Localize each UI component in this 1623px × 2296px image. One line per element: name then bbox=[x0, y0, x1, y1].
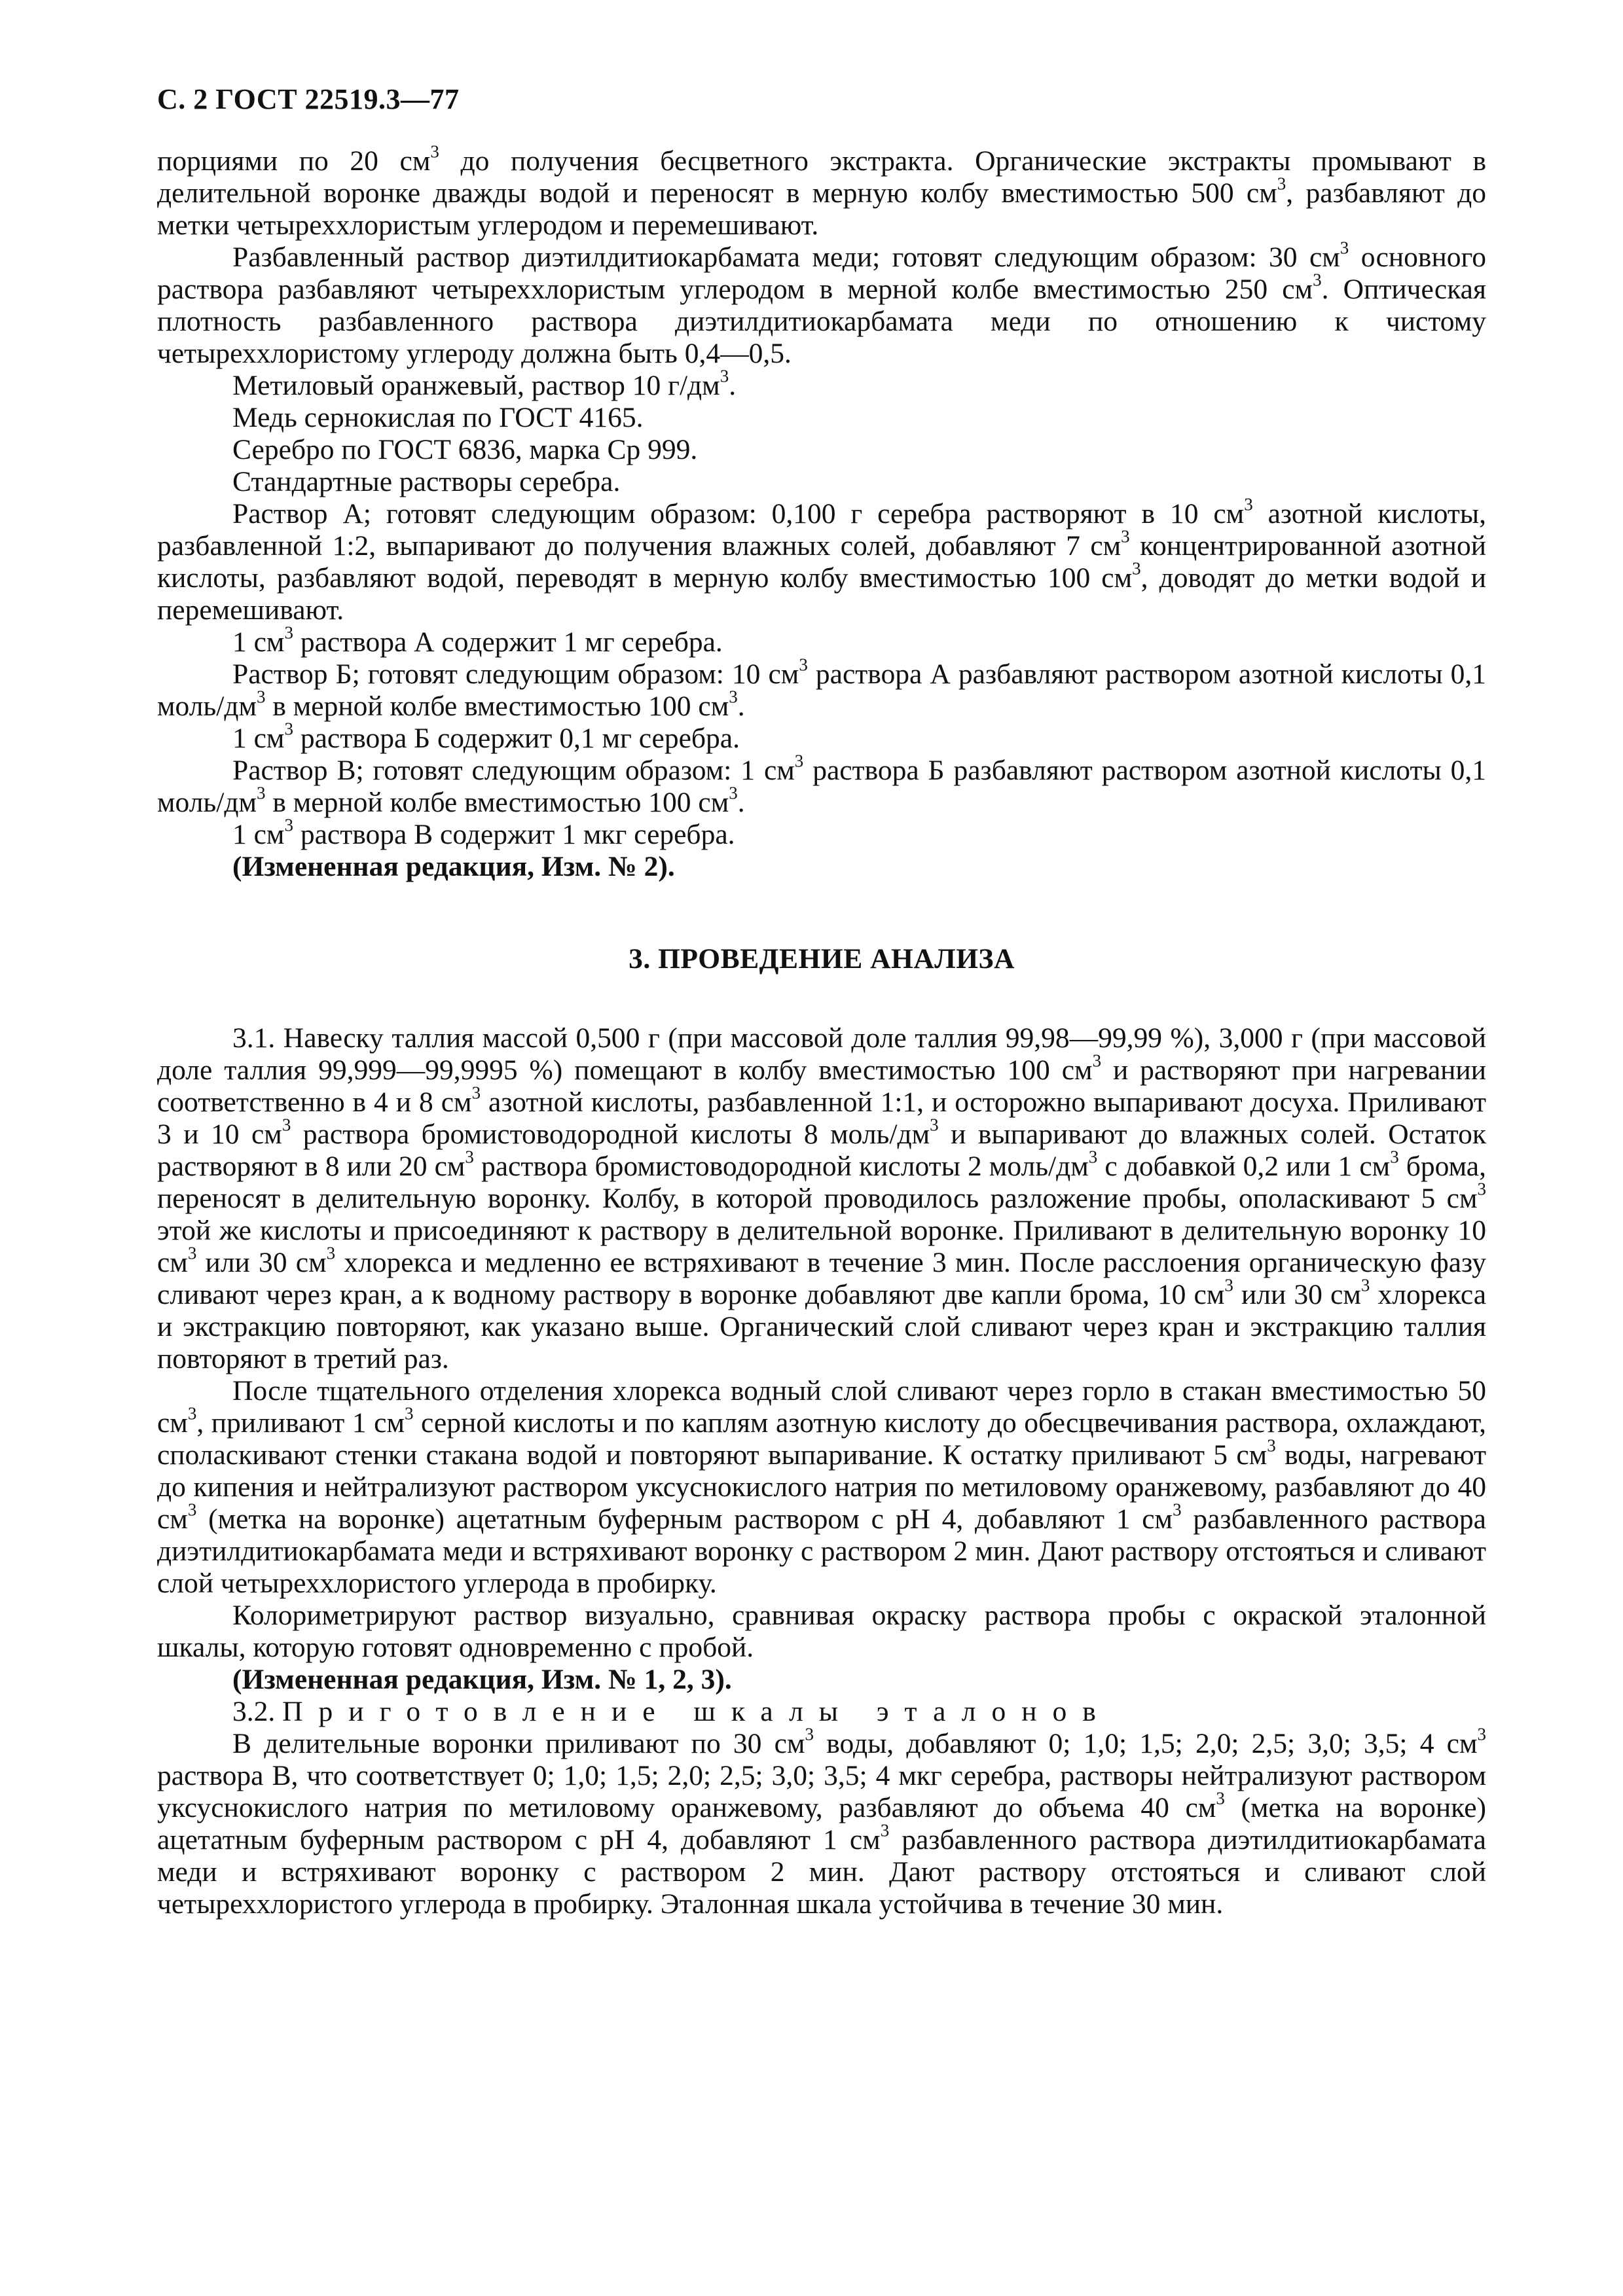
paragraph-p1 bbox=[157, 141, 1487, 242]
superscript: 3 bbox=[1092, 1050, 1102, 1071]
text-run: Раствор Б; готовят следующим образом: 10 см bbox=[232, 658, 799, 690]
text-run: 1 см bbox=[232, 723, 285, 754]
superscript: 3 bbox=[1477, 1179, 1486, 1199]
superscript: 3 bbox=[729, 687, 738, 707]
superscript: 3 bbox=[284, 815, 293, 835]
superscript: 3 bbox=[187, 1499, 197, 1520]
superscript: 3 bbox=[430, 141, 439, 162]
materials-section bbox=[157, 141, 1487, 883]
text-run: 3.2. bbox=[232, 1696, 283, 1727]
text-run: раствора А содержит 1 мг серебра. bbox=[293, 626, 723, 658]
text-run: , доводят до метки водой и перемешивают. bbox=[157, 562, 1486, 626]
superscript: 3 bbox=[729, 783, 738, 803]
section-title: 3. ПРОВЕДЕНИЕ АНАЛИЗА bbox=[629, 943, 1015, 975]
superscript: 3 bbox=[1313, 270, 1322, 290]
text-run: с добавкой 0,2 или 1 см bbox=[1097, 1151, 1391, 1182]
superscript: 3 bbox=[1088, 1147, 1098, 1167]
text-run: азотной кислоты, разбавленной 1:1, и осторожно выпаривают досуха. Приливают 3 и 10 см bbox=[157, 1086, 1486, 1150]
text-run: раствора В содержит 1 мкг серебра. bbox=[293, 819, 735, 850]
text-run: раствора А разбавляют раствором азотной кислоты 0,1 моль/дм bbox=[157, 658, 1486, 722]
text-run: 1 см bbox=[232, 819, 285, 850]
text-run: воды, добавляют 0; 1,0; 1,5; 2,0; 2,5; 3,0; 3,5; 4 см bbox=[813, 1728, 1478, 1759]
paragraph-p14 bbox=[157, 1022, 1486, 1375]
superscript: 3 bbox=[187, 1243, 197, 1263]
superscript: 3 bbox=[1132, 558, 1141, 579]
superscript: 3 bbox=[282, 1115, 291, 1135]
text-run: (Измененная редакция, Изм. № 2). bbox=[232, 851, 675, 882]
text-run: концентрированной азотной кислоты, разбавляют водой, переводят в мерную колбу вместимостью 100 см bbox=[157, 530, 1486, 594]
superscript: 3 bbox=[1173, 1499, 1182, 1520]
paragraph-p7 bbox=[157, 494, 1486, 626]
paragraph-p6 bbox=[157, 466, 1486, 498]
text-run: и выпаривают до влажных солей. Остаток растворяют в 8 или 20 см bbox=[157, 1119, 1486, 1182]
text-run: основного раствора разбавляют четыреххлористым углеродом в мерной колбе вместимостью 250 см bbox=[157, 242, 1486, 305]
superscript: 3 bbox=[1216, 1788, 1225, 1808]
text-run: раствора В, что соответствует 0; 1,0; 1,5; 2,0; 2,5; 3,0; 3,5; 4 мкг серебра, растворы нейтрализуют раствором уксуснокислого натрия по метиловому оранжевому, разбавляют до объема 40 см bbox=[157, 1760, 1486, 1823]
text-run: раствора бромистоводородной кислоты 8 моль/дм bbox=[291, 1119, 930, 1150]
superscript: 3 bbox=[880, 1820, 890, 1840]
paragraph-p15 bbox=[157, 1375, 1486, 1600]
superscript: 3 bbox=[465, 1147, 474, 1167]
superscript: 3 bbox=[326, 1243, 336, 1263]
text-run: (Измененная редакция, Изм. № 1, 2, 3). bbox=[232, 1664, 732, 1695]
text-run: , приливают 1 см bbox=[196, 1407, 405, 1439]
text-run: до получения бесцветного экстракта. Органические экстракты промывают в делительной воронке дважды водой и переносят в мерную колбу вместимостью 500 см bbox=[157, 145, 1486, 209]
text-run: этой же кислоты и присоединяют к раствору в делительной воронке. Приливают в делительную воронку 10 см bbox=[157, 1215, 1486, 1278]
text-run: Серебро по ГОСТ 6836, марка Ср 999. bbox=[232, 434, 698, 465]
superscript: 3 bbox=[1477, 1724, 1486, 1744]
paragraph-p2 bbox=[157, 238, 1486, 370]
superscript: 3 bbox=[257, 687, 266, 707]
paragraph-p4 bbox=[157, 402, 1486, 434]
text-run: (метка на воронке) ацетатным буферным раствором с pH 4, добавляют 1 см bbox=[196, 1503, 1173, 1535]
superscript: 3 bbox=[1224, 1275, 1233, 1295]
superscript: 3 bbox=[930, 1115, 939, 1135]
paragraph-p3 bbox=[157, 366, 1486, 402]
text-run: . bbox=[729, 370, 737, 401]
analysis-section bbox=[157, 1022, 1486, 1920]
superscript: 3 bbox=[1277, 173, 1286, 194]
text-run: порциями по 20 см bbox=[157, 145, 431, 177]
text-run: азотной кислоты, разбавленной 1:2, выпаривают до получения влажных солей, добавляют 7 см bbox=[157, 498, 1486, 562]
superscript: 3 bbox=[720, 366, 729, 386]
paragraph-p11 bbox=[157, 751, 1486, 819]
paragraph-p12 bbox=[157, 815, 1486, 851]
superscript: 3 bbox=[257, 783, 266, 803]
text-run: раствора Б содержит 0,1 мг серебра. bbox=[293, 723, 740, 754]
text-run: . Оптическая плотность разбавленного раствора диэтилдитиокарбамата меди по отношению к чистому четыреххлористому углероду должна быть 0,4—0,5. bbox=[157, 274, 1486, 369]
superscript: 3 bbox=[405, 1403, 414, 1424]
superscript: 3 bbox=[1390, 1147, 1399, 1167]
paragraph-p13 bbox=[157, 851, 1486, 883]
paragraph-p18 bbox=[157, 1696, 1486, 1728]
text-run: После тщательного отделения хлорекса водный слой сливают через горло в стакан вместимостью 50 см bbox=[157, 1375, 1486, 1439]
paragraph-p10 bbox=[157, 719, 1486, 755]
superscript: 3 bbox=[1360, 1275, 1370, 1295]
superscript: 3 bbox=[284, 622, 293, 643]
text-run: Колориметрируют раствор визуально, сравнивая окраску раствора пробы с окраской эталонной шкалы, которую готовят одновременно с пробой. bbox=[157, 1600, 1486, 1663]
superscript: 3 bbox=[799, 655, 808, 675]
text-run: 3.1. Навеску таллия массой 0,500 г (при массовой доле таллия 99,98—99,99 %), 3,000 г (при массовой доле таллия 99,999—99,9995 %) помещают в колбу вместимостью 100 см bbox=[157, 1022, 1486, 1086]
superscript: 3 bbox=[1267, 1435, 1276, 1456]
text-run: . bbox=[737, 691, 745, 722]
superscript: 3 bbox=[471, 1083, 481, 1103]
text-run: или 30 см bbox=[196, 1247, 327, 1278]
text-run: хлорекса и экстракцию повторяют, как указано выше. Органический слой сливают через кран и экстракцию таллия повторяют в третий раз. bbox=[157, 1279, 1487, 1374]
text-run: Метиловый оранжевый, раствор 10 г/дм bbox=[232, 370, 720, 401]
paragraph-p17 bbox=[157, 1664, 1486, 1696]
text-run: раствора Б разбавляют раствором азотной кислоты 0,1 моль/дм bbox=[157, 755, 1486, 818]
text-run: Раствор В; готовят следующим образом: 1 см bbox=[232, 755, 795, 786]
paragraph-p16 bbox=[157, 1600, 1486, 1664]
text-run: и растворяют при нагревании соответственно в 4 и 8 см bbox=[157, 1054, 1486, 1118]
superscript: 3 bbox=[794, 751, 804, 771]
text-run: В делительные воронки приливают по 30 см bbox=[232, 1728, 805, 1759]
superscript: 3 bbox=[1340, 238, 1349, 258]
text-run: Стандартные растворы серебра. bbox=[232, 466, 621, 497]
text-run: Разбавленный раствор диэтилдитиокарбамата меди; готовят следующим образом: 30 см bbox=[232, 242, 1340, 273]
superscript: 3 bbox=[1121, 526, 1130, 547]
paragraph-p8 bbox=[157, 622, 1486, 658]
superscript: 3 bbox=[284, 719, 293, 739]
text-run: , разбавляют до метки четыреххлористым углеродом и перемешивают. bbox=[157, 177, 1487, 241]
spaced-heading-text: Приготовление шкалы эталонов bbox=[282, 1696, 1112, 1727]
text-run: или 30 см bbox=[1233, 1279, 1361, 1310]
text-run: в мерной колбе вместимостью 100 см bbox=[265, 787, 729, 818]
text-run: разбавленного раствора диэтилдитиокарбамата меди и встряхивают воронку с раствором 2 мин. Дают раствору отстояться и сливают слой четыреххлористого углерода в пробирку. Эталонная шкала устойчива в течение 30 мин. bbox=[157, 1824, 1486, 1920]
text-run: брома, переносят в делительную воронку. Колбу, в которой проводилось разложение пробы, ополаскивают 5 см bbox=[157, 1151, 1486, 1214]
text-run: раствора бромистоводородной кислоты 2 моль/дм bbox=[473, 1151, 1089, 1182]
superscript: 3 bbox=[805, 1724, 814, 1744]
paragraph-p19 bbox=[157, 1724, 1486, 1920]
superscript: 3 bbox=[187, 1403, 197, 1424]
text-run: 1 см bbox=[232, 626, 285, 658]
text-run: Медь сернокислая по ГОСТ 4165. bbox=[232, 402, 644, 433]
text-run: серной кислоты и по каплям азотную кислоту до обесцвечивания раствора, охлаждают, споласкивают стенки стакана водой и повторяют выпаривание. К остатку приливают 5 см bbox=[157, 1407, 1486, 1471]
paragraph-p5 bbox=[157, 434, 1486, 466]
text-run: хлорекса и медленно ее встряхивают в течение 3 мин. После расслоения органическую фазу сливают через кран, а к водному раствору в воронке добавляют две капли брома, 10 см bbox=[157, 1247, 1486, 1310]
paragraph-p9 bbox=[157, 655, 1486, 723]
superscript: 3 bbox=[1244, 494, 1253, 514]
text-run: разбавленного раствора диэтилдитиокарбамата меди и встряхивают воронку с раствором 2 мин. Дают раствору отстояться и сливают слой четыреххлористого углерода в пробирку. bbox=[157, 1503, 1486, 1599]
text-run: в мерной колбе вместимостью 100 см bbox=[265, 691, 729, 722]
text-run: воды, нагревают до кипения и нейтрализуют раствором уксуснокислого натрия по метиловому оранжевому, разбавляют до 40 см bbox=[157, 1439, 1487, 1535]
page-header: С. 2 ГОСТ 22519.3—77 bbox=[157, 83, 460, 115]
text-run: Раствор А; готовят следующим образом: 0,100 г серебра растворяют в 10 см bbox=[232, 498, 1245, 529]
text-run: . bbox=[737, 787, 745, 818]
text-run: (метка на воронке) ацетатным буферным раствором с pH 4, добавляют 1 см bbox=[157, 1792, 1486, 1856]
